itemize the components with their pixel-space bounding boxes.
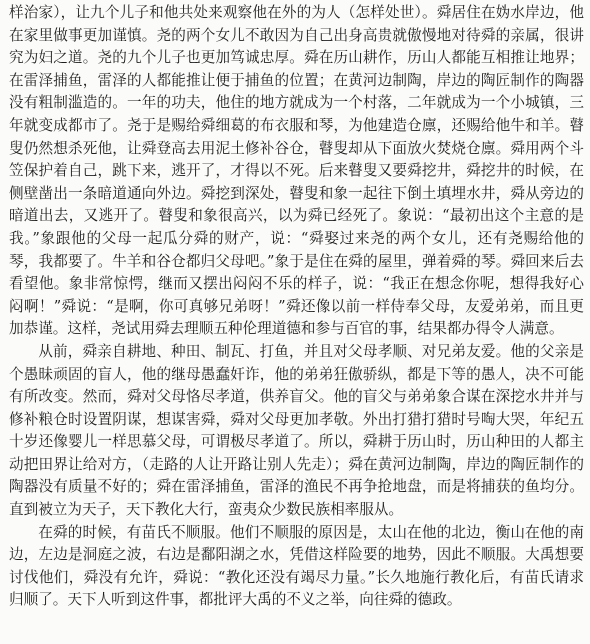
- paragraph-3: 在舜的时候，有苗氏不顺服。他们不顺服的原因是，太山在他的北边，衡山在他的南边，左边是洞庭之波，右边是鄱阳湖之水，凭借这样险要的地势，因此不顺服。大禹想要讨伐他们，舜没有允许，舜说：“教化还没有竭尽力量。”长久地施行教化后，有苗氏请求归顺了。天下人听到这件事，都批评大禹的不义之举，向往舜的德政。: [9, 523, 584, 609]
- paragraph-1: 样治家），让九个儿子和他共处来观察他在外的为人（怎样处世）。舜居住在妫水岸边，他在家里做事更加谨慎。尧的两个女儿不敢因为自己出身高贵就傲慢地对待舜的亲属，很讲究为妇之道。尧的九个儿子也更加笃诚忠厚。舜在历山耕作，历山人都能互相推让地界；在雷泽捕鱼，雷泽的人都能推让便于捕鱼的位置；在黄河边制陶，岸边的陶匠制作的陶器没有粗制滥造的。一年的功夫，他住的地方就成为一个村落，二年就成为一个小城镇，三年就变成都市了。尧于是赐给舜细葛的布衣服和琴，为他建造仓廪，还赐给他牛和羊。瞽叟仍然想杀死他，让舜登高去用泥土修补谷仓，瞽叟却从下面放火焚烧仓廪。舜用两个斗笠保护着自己，跳下来，逃开了，才得以不死。后来瞽叟又要舜挖井，舜挖井的时候，在侧壁凿出一条暗道通向外边。舜挖到深处，瞽叟和象一起往下倒土填埋水井，舜从旁边的暗道出去，又逃开了。瞽叟和象很高兴，以为舜已经死了。象说：“最初出这个主意的是我。”象跟他的父母一起瓜分舜的财产，说：“舜娶过来尧的两个女儿，还有尧赐给他的琴，我都要了。牛羊和谷仓都归父母吧。”象于是住在舜的屋里，弹着舜的琴。舜回来后去看望他。象非常惊愕，继而又摆出闷闷不乐的样子，说：“我正在想念你呢，想得我好心闷啊！”舜说：“是啊，你可真够兄弟呀！”舜还像以前一样侍奉父母，友爱弟弟，而且更加恭谨。这样，尧试用舜去理顺五种伦理道德和参与百官的事，结果都办得令人满意。: [9, 4, 584, 338]
- paragraph-2: 从前，舜亲自耕地、种田、制瓦、打鱼，并且对父母孝顺、对兄弟友爱。他的父亲是个愚昧顽固的盲人，他的继母愚蠢奸诈，他的弟弟狂傲骄纵，都是下等的愚人，决不可能有所改变。然而，舜对父母恪尽孝道，供养盲父。他的盲父与弟弟象合谋在深挖水井并与修补粮仓时设置阴谋，想谋害舜，舜对父母更加孝敬。外出打猎打猎时号啕大哭，年纪五十岁还像婴儿一样思慕父母，可谓极尽孝道了。所以，舜耕于历山时，历山种田的人都主动把田界让给对方，（走路的人让开路让别人先走）；舜在黄河边制陶，岸边的陶匠制作的陶器没有质量不好的；舜在雷泽捕鱼，雷泽的渔民不再争抢地盘，而是将捕获的鱼均分。直到被立为天子，天下教化大行，蛮夷众少数民族相率服从。: [9, 342, 584, 519]
